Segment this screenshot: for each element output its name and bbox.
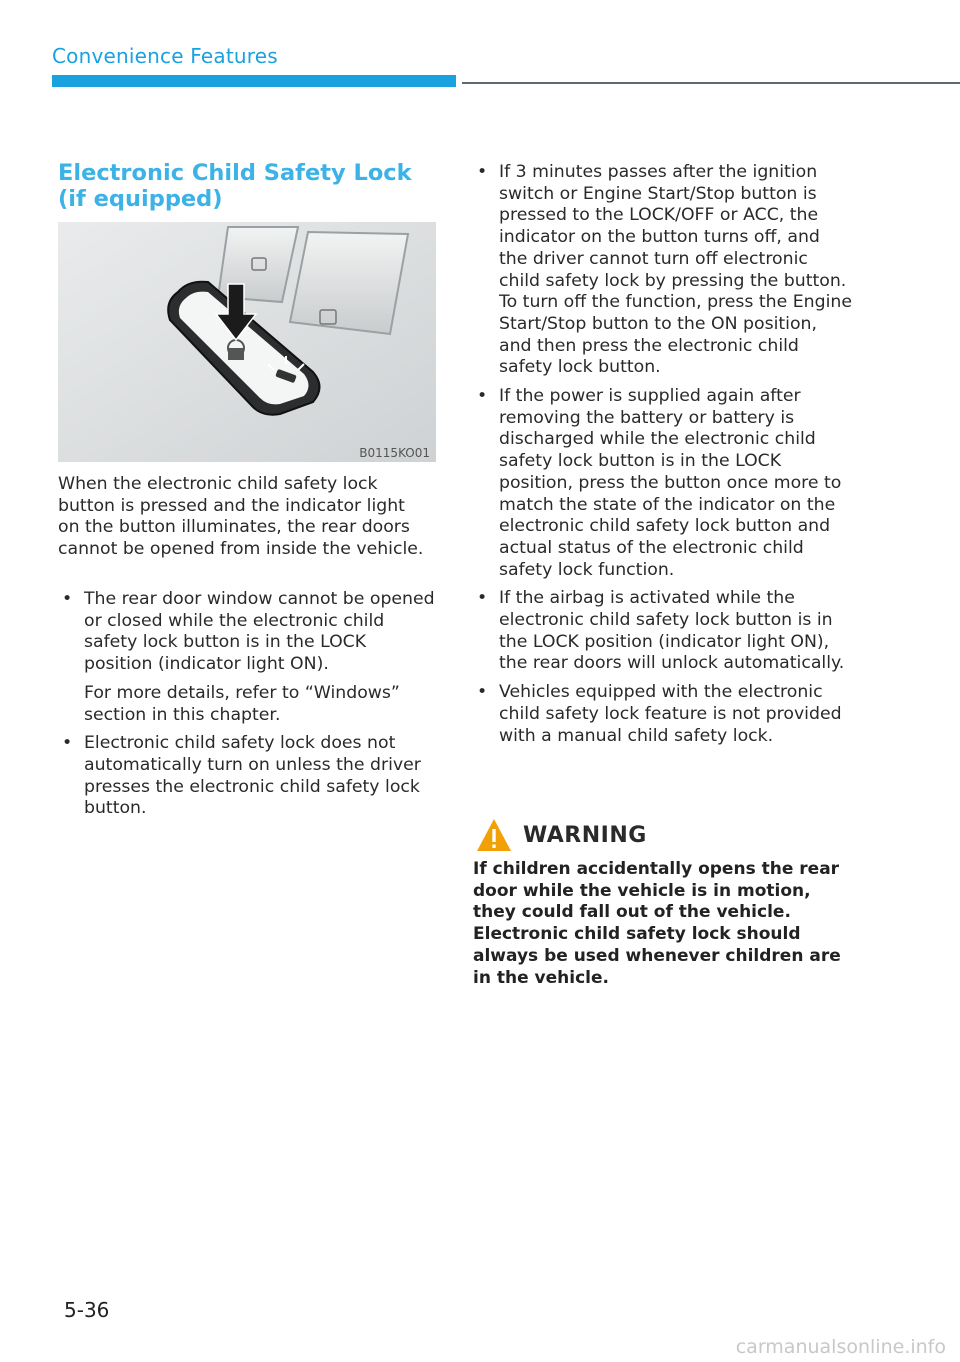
bullet-text: • If 3 minutes passes after the ignition switch or Engine Start/Stop button is pressed to the LOCK/OFF or ACC, the indicator on the button turns off, and the driver cannot turn off electronic child safety lock by pressing the button. To turn off the function, press the Engine Start/Stop button to the ON position, and then press the electronic child safety lock button.	[499, 162, 852, 378]
left-bullet-list	[58, 589, 436, 827]
child-lock-illustration	[58, 222, 436, 462]
door-panel-drawing	[58, 222, 436, 462]
list-item	[473, 386, 853, 581]
warning-triangle-icon	[475, 816, 513, 854]
warning-title: WARNING	[523, 822, 647, 848]
bullet-text: • Vehicles equipped with the electronic child safety lock feature is not provided with a manual child safety lock.	[499, 682, 842, 746]
list-item	[58, 589, 436, 726]
warning-text: If children accidentally opens the rear door while the vehicle is in motion, they could fall out of the vehicle. Electronic child safety lock should always be used whenever children are in the vehicle.	[473, 859, 841, 988]
list-item	[473, 682, 853, 747]
watermark: carmanualsonline.info	[735, 1336, 946, 1358]
bullet-text: • If the power is supplied again after removing the battery or battery is discharged while the electronic child safety lock button is in the LOCK position, press the button once more to match the state of the indicator on the electronic child safety lock button and actual status of the electronic child safety lock function.	[499, 386, 842, 580]
window-switch-rear	[290, 232, 408, 334]
list-item	[473, 588, 853, 675]
page-number: 5-36	[64, 1298, 110, 1322]
header-rule	[462, 82, 960, 84]
bullet-note: For more details, refer to “Windows” section in this chapter.	[84, 682, 400, 725]
section-header: Convenience Features	[52, 44, 278, 68]
header-rule-accent	[52, 75, 456, 87]
figure-code: B0115KO01	[359, 446, 430, 460]
list-item	[58, 733, 436, 820]
bullet-text: • If the airbag is activated while the electronic child safety lock button is in the LOCK position (indicator light ON), the rear doors will unlock automatically.	[499, 588, 845, 674]
bullet-text: • The rear door window cannot be opened or closed while the electronic child safety lock button is in the LOCK position (indicator light ON).	[84, 589, 435, 675]
warning-header	[475, 816, 647, 854]
intro-paragraph: When the electronic child safety lock button is pressed and the indicator light on the button illuminates, the rear doors cannot be opened from inside the vehicle.	[58, 474, 424, 560]
right-bullet-list	[473, 162, 853, 754]
bullet-text: • Electronic child safety lock does not automatically turn on unless the driver presses the electronic child safety lock button.	[84, 733, 421, 819]
list-item	[473, 162, 853, 379]
section-title: Electronic Child Safety Lock (if equipped)	[58, 160, 412, 212]
